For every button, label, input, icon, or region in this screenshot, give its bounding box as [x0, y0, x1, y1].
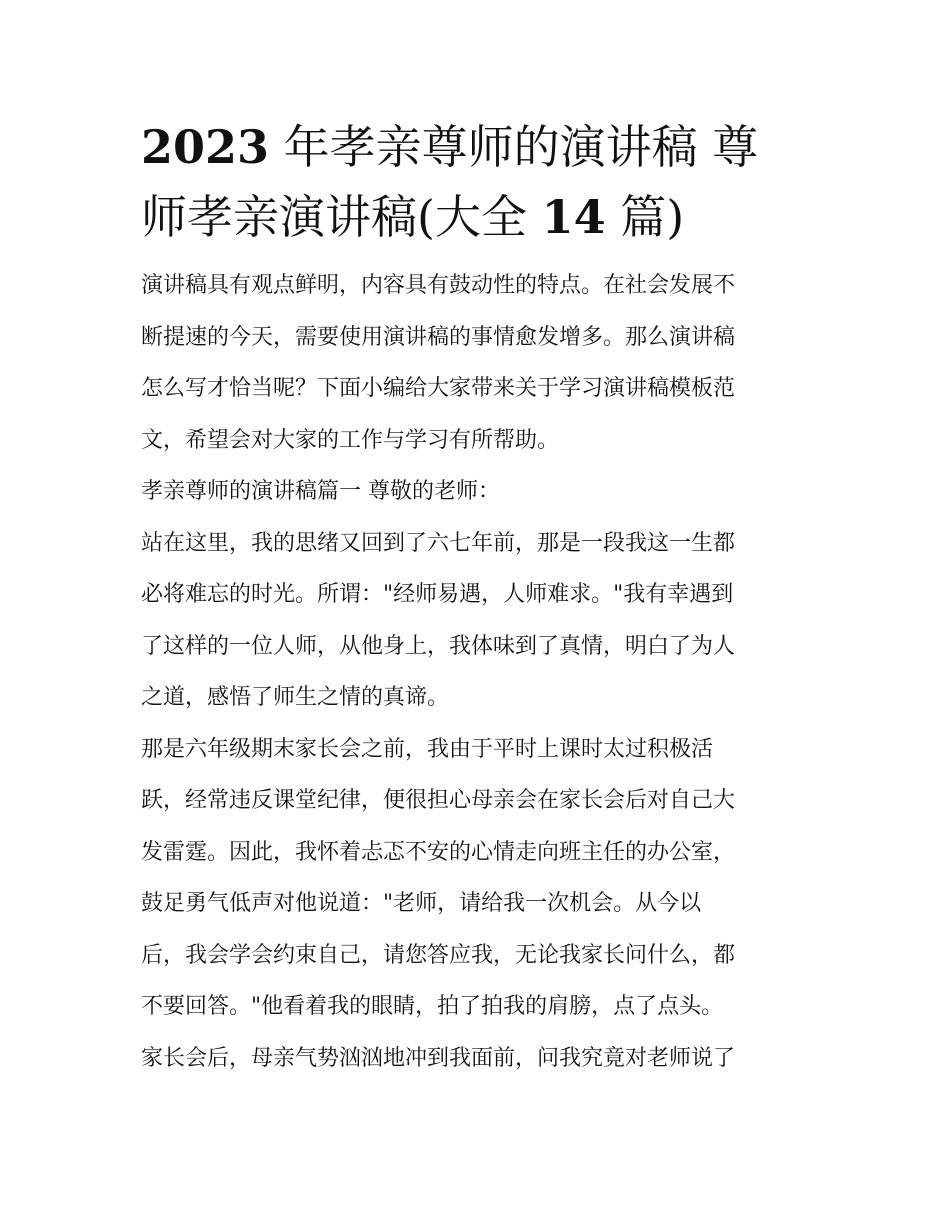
document-title	[141, 112, 821, 252]
text-line: 站在这里，我的思绪又回到了六七年前，那是一段我这一生都	[141, 530, 736, 556]
text-line: 家长会后，母亲气势汹汹地冲到我面前，问我究竟对老师说了	[141, 1045, 736, 1071]
paragraph-body	[141, 1033, 821, 1085]
text-line: 之道，感悟了师生之情的真谛。	[141, 685, 450, 710]
text-line: 发雷霆。因此，我怀着忐忑不安的心情走向班主任的办公室，	[141, 839, 736, 865]
text-line: 断提速的今天，需要使用演讲稿的事情愈发增多。那么演讲稿	[141, 324, 736, 350]
text-line: 演讲稿具有观点鲜明，内容具有鼓动性的特点。在社会发展不	[141, 273, 736, 298]
text-line: 怎么写才恰当呢？下面小编给大家带来关于学习演讲稿模板范	[141, 376, 736, 401]
title-line-1	[141, 112, 821, 182]
title-text: 年孝亲尊师的演讲稿 尊	[269, 120, 759, 174]
paragraph-intro	[141, 260, 821, 466]
text-line: 那是六年级期末家长会之前，我由于平时上课时太过积极活	[141, 736, 714, 762]
text-line: 必将难忘的时光。所谓："经师易遇，人师难求。"我有幸遇到	[141, 582, 734, 607]
title-count: 14	[541, 190, 606, 244]
title-text: 篇)	[605, 190, 685, 244]
document-body	[141, 260, 821, 1084]
paragraph-body	[141, 724, 821, 1033]
text-line: 不要回答。"他看着我的眼睛，拍了拍我的肩膀，点了点头。	[141, 994, 724, 1019]
text-line: 后，我会学会约束自己，请您答应我，无论我家长问什么，都	[141, 942, 736, 968]
text-line: 了这样的一位人师，从他身上，我体味到了真情，明白了为人	[141, 633, 736, 659]
text-line: 鼓足勇气低声对他说道："老师，请给我一次机会。从今以	[141, 891, 702, 916]
text-line: 跃，经常违反课堂纪律，便很担心母亲会在家长会后对自己大	[141, 788, 736, 813]
paragraph-heading	[141, 466, 821, 518]
text-line: 孝亲尊师的演讲稿篇一 尊敬的老师：	[141, 479, 500, 504]
paragraph-body	[141, 518, 821, 724]
title-year: 2023	[141, 120, 270, 174]
title-text: 师孝亲演讲稿(大全	[141, 190, 542, 244]
text-line: 文，希望会对大家的工作与学习有所帮助。	[141, 427, 560, 453]
title-line-2	[141, 182, 821, 252]
document-page	[141, 112, 821, 1084]
